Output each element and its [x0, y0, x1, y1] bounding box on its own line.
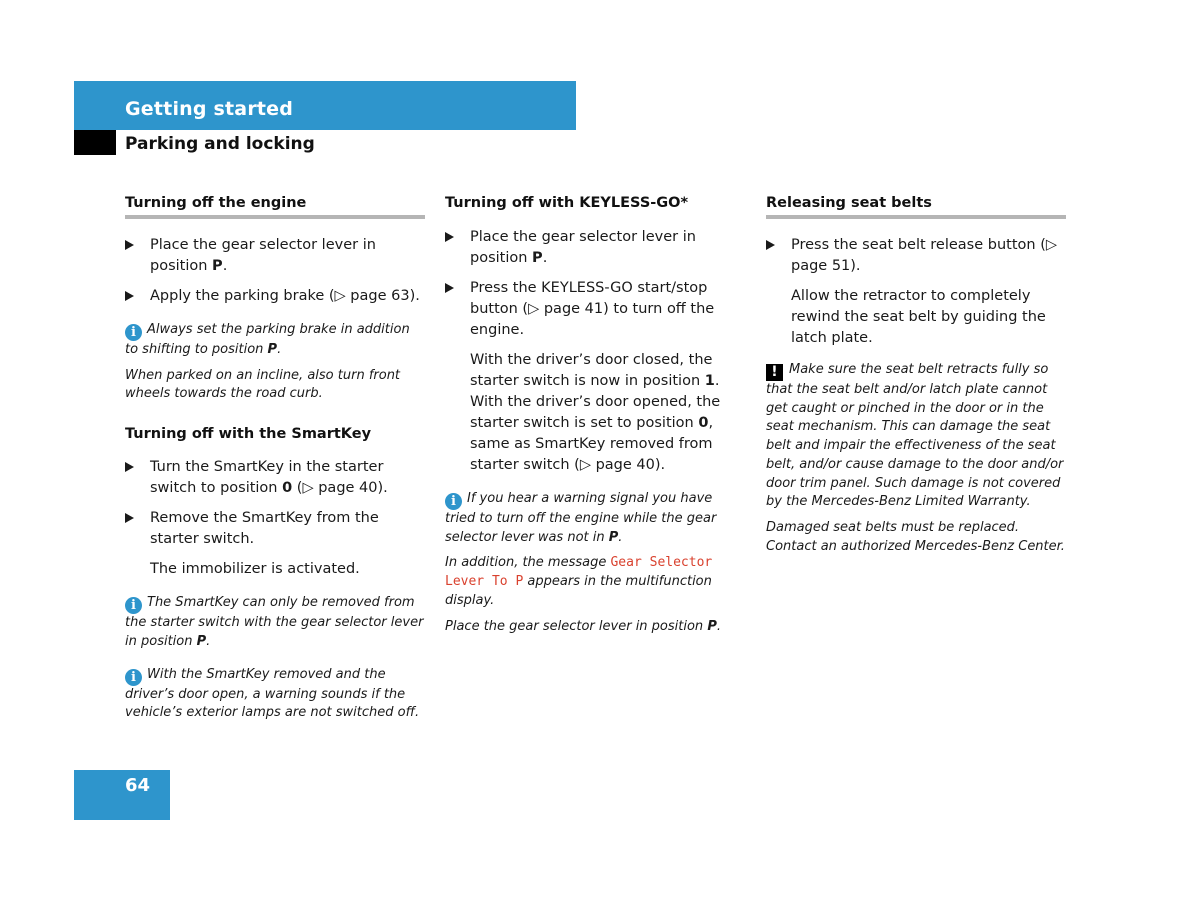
step-press-belt-release: Press the seat belt release button (▷ page 51). — [766, 235, 1066, 277]
step-gear-selector-keyless: Place the gear selector lever in position P. — [445, 227, 745, 269]
warning-note-seat-belt: ! Make sure the seat belt retracts fully so that the seat belt and/or latch plate cannot get caught or pinched in the door or in the seat mechanism. This can damage the seat belt and impair the effectiveness of the seat belt, and/or cause damage to the door and/or door trim panel. Such damage is not covered by the Mercedes-Benz Limited Warranty. — [766, 362, 1064, 510]
step-parking-brake: Apply the parking brake (▷ page 63). — [125, 286, 425, 307]
step-turn-smartkey: Turn the SmartKey in the starter switch to position 0 (▷ page 40). — [125, 457, 425, 499]
result-retractor: Allow the retractor to completely rewind the seat belt by guiding the latch plate. — [791, 288, 1046, 346]
heading-seat-belts: Releasing seat belts — [766, 195, 932, 211]
heading-keyless-go: Turning off with KEYLESS-GO* — [445, 195, 689, 211]
note-display-message: In addition, the message Gear Selector Lever To P appears in the multifunction display. — [445, 555, 713, 608]
heading-rule — [766, 215, 1066, 219]
note-incline: When parked on an incline, also turn front wheels towards the road curb. — [125, 367, 401, 402]
step-arrow-icon — [125, 513, 134, 523]
chapter-title: Getting started — [125, 98, 294, 120]
heading-rule — [125, 215, 425, 219]
info-note-smartkey-removal: i The SmartKey can only be removed from the starter switch with the gear selector lever in position P. — [125, 595, 424, 649]
info-note-parking-brake: i Always set the parking brake in addition to shifting to position P. — [125, 322, 410, 357]
page-number-box — [74, 770, 170, 820]
para-starter-switch: With the driver’s door closed, the starter switch is now in position 1. With the driver’s door opened, the starter switch is set to position 0, same as SmartKey removed from starter switch (▷ page 40). — [470, 352, 721, 473]
info-icon: i — [125, 324, 142, 341]
info-note-warning-sound: i With the SmartKey removed and the driver’s door open, a warning sounds if the vehicle’s exterior lamps are not switched off. — [125, 666, 420, 721]
column-3 — [766, 195, 1066, 563]
heading-turning-off-engine: Turning off the engine — [125, 195, 307, 211]
step-arrow-icon — [125, 291, 134, 301]
heading-smartkey: Turning off with the SmartKey — [125, 426, 372, 443]
display-message-text: Gear Selector Lever To P — [445, 555, 713, 590]
step-gear-selector: Place the gear selector lever in position P. — [125, 235, 425, 277]
section-title: Parking and locking — [125, 134, 315, 154]
step-arrow-icon — [445, 232, 454, 242]
result-immobilizer: The immobilizer is activated. — [150, 561, 360, 578]
warning-icon: ! — [766, 364, 783, 381]
section-marker — [74, 130, 116, 155]
note-place-lever: Place the gear selector lever in position P. — [445, 618, 721, 634]
step-arrow-icon — [125, 462, 134, 472]
step-press-keyless-button: Press the KEYLESS-GO start/stop button (▷ page 41) to turn off the engine. — [445, 278, 745, 341]
note-damaged-belts: Damaged seat belts must be replaced. Contact an authorized Mercedes-Benz Center. — [766, 519, 1065, 554]
column-2 — [445, 195, 745, 643]
info-icon: i — [125, 597, 142, 614]
step-arrow-icon — [445, 283, 454, 293]
column-1 — [125, 195, 425, 730]
step-remove-smartkey: Remove the SmartKey from the starter switch. — [125, 508, 425, 550]
info-icon: i — [445, 493, 462, 510]
info-note-warning-signal: i If you hear a warning signal you have tried to turn off the engine while the gear selector lever was not in P. — [445, 491, 717, 545]
page-number: 64 — [125, 775, 151, 796]
step-arrow-icon — [766, 240, 775, 250]
info-icon: i — [125, 669, 142, 686]
step-arrow-icon — [125, 240, 134, 250]
